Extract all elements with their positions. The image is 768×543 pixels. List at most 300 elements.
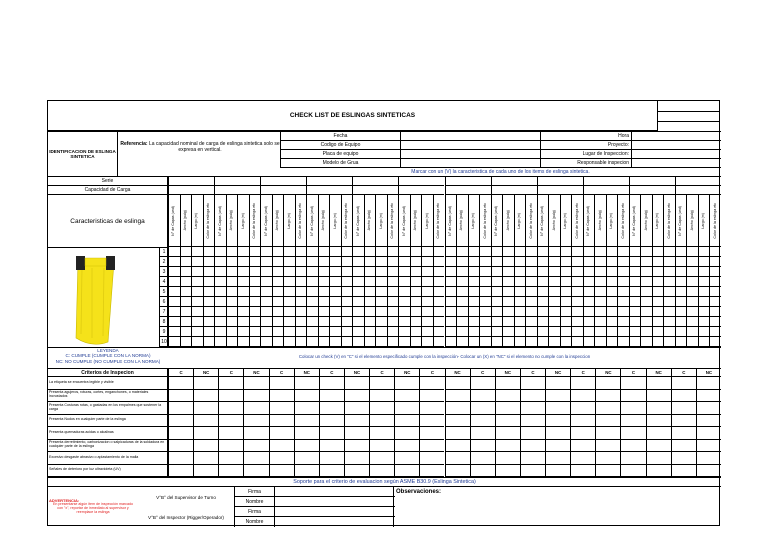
criterio-cell[interactable] — [344, 440, 369, 453]
grid-cell[interactable] — [433, 277, 445, 287]
grid-cell[interactable] — [433, 267, 445, 277]
grid-cell[interactable] — [583, 277, 595, 287]
grid-cell[interactable] — [606, 337, 618, 347]
criterio-cell[interactable] — [595, 465, 620, 478]
grid-cell[interactable] — [686, 337, 698, 347]
grid-cell[interactable] — [375, 277, 387, 287]
grid-cell[interactable] — [468, 337, 480, 347]
grid-cell[interactable] — [226, 297, 238, 307]
grid-cell[interactable] — [168, 267, 180, 277]
criterio-cell[interactable] — [520, 390, 545, 403]
grid-cell[interactable] — [571, 247, 583, 257]
grid-cell[interactable] — [168, 277, 180, 287]
grid-cell[interactable] — [709, 317, 721, 327]
grid-cell[interactable] — [318, 287, 330, 297]
grid-cell[interactable] — [456, 297, 468, 307]
grid-cell[interactable] — [295, 247, 307, 257]
grid-cell[interactable] — [686, 307, 698, 317]
grid-cell[interactable] — [663, 277, 675, 287]
grid-cell[interactable] — [180, 257, 192, 267]
grid-cell[interactable] — [468, 277, 480, 287]
grid-cell[interactable] — [491, 337, 503, 347]
criterio-cell[interactable] — [168, 465, 193, 478]
criterio-cell[interactable] — [470, 427, 495, 440]
grid-cell[interactable] — [537, 327, 549, 337]
grid-cell[interactable] — [514, 297, 526, 307]
grid-cell[interactable] — [617, 277, 629, 287]
grid-cell[interactable] — [606, 307, 618, 317]
grid-cell[interactable] — [617, 317, 629, 327]
grid-cell[interactable] — [306, 327, 318, 337]
grid-cell[interactable] — [433, 287, 445, 297]
criterio-cell[interactable] — [369, 390, 394, 403]
grid-cell[interactable] — [410, 247, 422, 257]
grid-cell[interactable] — [640, 247, 652, 257]
grid-cell[interactable] — [295, 267, 307, 277]
grid-cell[interactable] — [571, 267, 583, 277]
grid-cell[interactable] — [329, 317, 341, 327]
grid-cell[interactable] — [329, 257, 341, 267]
grid-cell[interactable] — [249, 257, 261, 267]
grid-cell[interactable] — [410, 267, 422, 277]
grid-cell[interactable] — [341, 297, 353, 307]
grid-cell[interactable] — [709, 257, 721, 267]
criterio-cell[interactable] — [570, 377, 595, 390]
criterio-cell[interactable] — [445, 390, 470, 403]
grid-cell[interactable] — [560, 267, 572, 277]
criterio-cell[interactable] — [595, 427, 620, 440]
criterio-cell[interactable] — [570, 452, 595, 465]
criterio-cell[interactable] — [344, 377, 369, 390]
criterio-cell[interactable] — [545, 440, 570, 453]
grid-cell[interactable] — [226, 247, 238, 257]
grid-cell[interactable] — [260, 297, 272, 307]
grid-cell[interactable] — [203, 247, 215, 257]
grid-cell[interactable] — [479, 297, 491, 307]
grid-cell[interactable] — [537, 247, 549, 257]
grid-cell[interactable] — [249, 267, 261, 277]
grid-cell[interactable] — [352, 267, 364, 277]
grid-cell[interactable] — [249, 327, 261, 337]
grid-cell[interactable] — [226, 267, 238, 277]
criterio-cell[interactable] — [671, 452, 696, 465]
grid-cell[interactable] — [318, 327, 330, 337]
criterio-cell[interactable] — [595, 452, 620, 465]
grid-cell[interactable] — [479, 247, 491, 257]
grid-cell[interactable] — [560, 317, 572, 327]
info-field-2[interactable] — [400, 150, 540, 159]
grid-cell[interactable] — [318, 267, 330, 277]
grid-cell[interactable] — [514, 277, 526, 287]
criterio-cell[interactable] — [470, 377, 495, 390]
grid-cell[interactable] — [479, 317, 491, 327]
criterio-cell[interactable] — [394, 465, 419, 478]
grid-cell[interactable] — [272, 257, 284, 267]
grid-cell[interactable] — [686, 257, 698, 267]
grid-cell[interactable] — [456, 307, 468, 317]
grid-cell[interactable] — [375, 287, 387, 297]
grid-cell[interactable] — [698, 267, 710, 277]
grid-cell[interactable] — [329, 287, 341, 297]
criterio-cell[interactable] — [470, 465, 495, 478]
grid-cell[interactable] — [387, 317, 399, 327]
grid-cell[interactable] — [352, 277, 364, 287]
grid-cell[interactable] — [617, 337, 629, 347]
grid-cell[interactable] — [629, 277, 641, 287]
grid-cell[interactable] — [686, 267, 698, 277]
grid-cell[interactable] — [640, 307, 652, 317]
grid-cell[interactable] — [260, 247, 272, 257]
criterio-cell[interactable] — [445, 427, 470, 440]
grid-cell[interactable] — [606, 297, 618, 307]
grid-cell[interactable] — [445, 327, 457, 337]
criterio-cell[interactable] — [445, 402, 470, 415]
grid-cell[interactable] — [479, 287, 491, 297]
grid-cell[interactable] — [329, 337, 341, 347]
criterio-cell[interactable] — [269, 415, 294, 428]
grid-cell[interactable] — [571, 337, 583, 347]
nombre-field-1[interactable] — [275, 497, 395, 507]
grid-cell[interactable] — [468, 307, 480, 317]
info-right-field-0[interactable] — [631, 132, 721, 141]
criterio-cell[interactable] — [394, 402, 419, 415]
grid-cell[interactable] — [514, 287, 526, 297]
grid-cell[interactable] — [341, 267, 353, 277]
grid-cell[interactable] — [652, 277, 664, 287]
criterio-cell[interactable] — [419, 427, 444, 440]
grid-cell[interactable] — [675, 267, 687, 277]
grid-cell[interactable] — [445, 317, 457, 327]
grid-cell[interactable] — [491, 267, 503, 277]
grid-cell[interactable] — [191, 307, 203, 317]
criterio-cell[interactable] — [671, 440, 696, 453]
grid-cell[interactable] — [491, 317, 503, 327]
grid-cell[interactable] — [445, 247, 457, 257]
criterio-cell[interactable] — [570, 390, 595, 403]
grid-cell[interactable] — [237, 277, 249, 287]
criterio-cell[interactable] — [218, 402, 243, 415]
grid-cell[interactable] — [306, 297, 318, 307]
grid-cell[interactable] — [583, 267, 595, 277]
criterio-cell[interactable] — [445, 452, 470, 465]
grid-cell[interactable] — [398, 267, 410, 277]
grid-cell[interactable] — [629, 257, 641, 267]
capacidad-field[interactable] — [629, 186, 675, 195]
grid-cell[interactable] — [652, 287, 664, 297]
grid-cell[interactable] — [168, 327, 180, 337]
criterio-cell[interactable] — [168, 402, 193, 415]
grid-cell[interactable] — [226, 317, 238, 327]
criterio-cell[interactable] — [419, 402, 444, 415]
criterio-cell[interactable] — [319, 427, 344, 440]
grid-cell[interactable] — [640, 337, 652, 347]
grid-cell[interactable] — [387, 247, 399, 257]
grid-cell[interactable] — [341, 327, 353, 337]
criterio-cell[interactable] — [369, 377, 394, 390]
grid-cell[interactable] — [456, 257, 468, 267]
grid-cell[interactable] — [617, 257, 629, 267]
grid-cell[interactable] — [468, 247, 480, 257]
grid-cell[interactable] — [583, 247, 595, 257]
criterio-cell[interactable] — [646, 427, 671, 440]
grid-cell[interactable] — [364, 327, 376, 337]
grid-cell[interactable] — [686, 327, 698, 337]
criterio-cell[interactable] — [193, 465, 218, 478]
info-right-field-3[interactable] — [631, 159, 721, 168]
grid-cell[interactable] — [629, 247, 641, 257]
grid-cell[interactable] — [433, 307, 445, 317]
grid-cell[interactable] — [352, 307, 364, 317]
grid-cell[interactable] — [548, 327, 560, 337]
criterio-cell[interactable] — [218, 390, 243, 403]
grid-cell[interactable] — [479, 257, 491, 267]
grid-cell[interactable] — [387, 267, 399, 277]
criterio-cell[interactable] — [294, 452, 319, 465]
criterio-cell[interactable] — [218, 427, 243, 440]
grid-cell[interactable] — [491, 247, 503, 257]
criterio-cell[interactable] — [294, 427, 319, 440]
grid-cell[interactable] — [709, 337, 721, 347]
grid-cell[interactable] — [675, 297, 687, 307]
capacidad-field[interactable] — [491, 186, 537, 195]
grid-cell[interactable] — [548, 247, 560, 257]
grid-cell[interactable] — [214, 277, 226, 287]
grid-cell[interactable] — [203, 257, 215, 267]
criterio-cell[interactable] — [595, 390, 620, 403]
criterio-cell[interactable] — [419, 440, 444, 453]
grid-cell[interactable] — [387, 287, 399, 297]
info-right-field-2[interactable] — [631, 150, 721, 159]
grid-cell[interactable] — [491, 297, 503, 307]
criterio-cell[interactable] — [620, 390, 645, 403]
grid-cell[interactable] — [617, 297, 629, 307]
grid-cell[interactable] — [237, 257, 249, 267]
grid-cell[interactable] — [410, 317, 422, 327]
grid-cell[interactable] — [352, 257, 364, 267]
criterio-cell[interactable] — [319, 440, 344, 453]
criterio-cell[interactable] — [243, 390, 268, 403]
grid-cell[interactable] — [652, 247, 664, 257]
grid-cell[interactable] — [260, 327, 272, 337]
grid-cell[interactable] — [709, 267, 721, 277]
grid-cell[interactable] — [514, 317, 526, 327]
grid-cell[interactable] — [537, 337, 549, 347]
criterio-cell[interactable] — [570, 402, 595, 415]
grid-cell[interactable] — [421, 307, 433, 317]
grid-cell[interactable] — [560, 257, 572, 267]
grid-cell[interactable] — [571, 317, 583, 327]
criterio-cell[interactable] — [545, 402, 570, 415]
grid-cell[interactable] — [260, 287, 272, 297]
criterio-cell[interactable] — [696, 465, 721, 478]
grid-cell[interactable] — [433, 317, 445, 327]
grid-cell[interactable] — [456, 247, 468, 257]
grid-cell[interactable] — [617, 287, 629, 297]
criterio-cell[interactable] — [545, 377, 570, 390]
grid-cell[interactable] — [191, 247, 203, 257]
capacidad-field[interactable] — [583, 186, 629, 195]
criterio-cell[interactable] — [319, 390, 344, 403]
criterio-cell[interactable] — [394, 440, 419, 453]
grid-cell[interactable] — [468, 317, 480, 327]
grid-cell[interactable] — [583, 307, 595, 317]
grid-cell[interactable] — [629, 297, 641, 307]
criterio-cell[interactable] — [369, 402, 394, 415]
grid-cell[interactable] — [629, 337, 641, 347]
serie-field[interactable] — [352, 177, 398, 186]
grid-cell[interactable] — [249, 247, 261, 257]
grid-cell[interactable] — [226, 277, 238, 287]
grid-cell[interactable] — [306, 287, 318, 297]
grid-cell[interactable] — [629, 327, 641, 337]
grid-cell[interactable] — [594, 317, 606, 327]
firma-field-2[interactable] — [275, 507, 395, 517]
criterio-cell[interactable] — [344, 415, 369, 428]
grid-cell[interactable] — [375, 337, 387, 347]
criterio-cell[interactable] — [419, 390, 444, 403]
grid-cell[interactable] — [352, 297, 364, 307]
criterio-cell[interactable] — [269, 427, 294, 440]
grid-cell[interactable] — [364, 307, 376, 317]
grid-cell[interactable] — [675, 327, 687, 337]
grid-cell[interactable] — [306, 257, 318, 267]
criterio-cell[interactable] — [319, 402, 344, 415]
grid-cell[interactable] — [180, 297, 192, 307]
grid-cell[interactable] — [468, 297, 480, 307]
criterio-cell[interactable] — [620, 452, 645, 465]
criterio-cell[interactable] — [520, 452, 545, 465]
criterio-cell[interactable] — [419, 465, 444, 478]
criterio-cell[interactable] — [470, 390, 495, 403]
criterio-cell[interactable] — [646, 415, 671, 428]
grid-cell[interactable] — [514, 267, 526, 277]
grid-cell[interactable] — [226, 327, 238, 337]
criterio-cell[interactable] — [671, 465, 696, 478]
grid-cell[interactable] — [191, 277, 203, 287]
criterio-cell[interactable] — [696, 440, 721, 453]
criterio-cell[interactable] — [445, 440, 470, 453]
criterio-cell[interactable] — [269, 440, 294, 453]
grid-cell[interactable] — [237, 297, 249, 307]
capacidad-field[interactable] — [214, 186, 260, 195]
criterio-cell[interactable] — [243, 465, 268, 478]
grid-cell[interactable] — [583, 327, 595, 337]
grid-cell[interactable] — [364, 257, 376, 267]
grid-cell[interactable] — [583, 257, 595, 267]
criterio-cell[interactable] — [269, 390, 294, 403]
criterio-cell[interactable] — [495, 415, 520, 428]
grid-cell[interactable] — [214, 307, 226, 317]
criterio-cell[interactable] — [696, 402, 721, 415]
grid-cell[interactable] — [606, 267, 618, 277]
criterio-cell[interactable] — [570, 415, 595, 428]
grid-cell[interactable] — [640, 277, 652, 287]
grid-cell[interactable] — [283, 277, 295, 287]
grid-cell[interactable] — [283, 307, 295, 317]
grid-cell[interactable] — [433, 297, 445, 307]
grid-cell[interactable] — [709, 247, 721, 257]
grid-cell[interactable] — [364, 247, 376, 257]
grid-cell[interactable] — [583, 287, 595, 297]
grid-cell[interactable] — [180, 307, 192, 317]
criterio-cell[interactable] — [193, 427, 218, 440]
grid-cell[interactable] — [283, 267, 295, 277]
criterio-cell[interactable] — [168, 452, 193, 465]
grid-cell[interactable] — [421, 247, 433, 257]
criterio-cell[interactable] — [269, 377, 294, 390]
grid-cell[interactable] — [629, 287, 641, 297]
criterio-cell[interactable] — [470, 415, 495, 428]
grid-cell[interactable] — [364, 287, 376, 297]
grid-cell[interactable] — [594, 297, 606, 307]
criterio-cell[interactable] — [419, 415, 444, 428]
grid-cell[interactable] — [640, 257, 652, 267]
grid-cell[interactable] — [306, 337, 318, 347]
grid-cell[interactable] — [583, 317, 595, 327]
grid-cell[interactable] — [479, 327, 491, 337]
grid-cell[interactable] — [387, 257, 399, 267]
grid-cell[interactable] — [652, 307, 664, 317]
grid-cell[interactable] — [525, 287, 537, 297]
grid-cell[interactable] — [698, 337, 710, 347]
observaciones-field[interactable] — [394, 497, 721, 527]
grid-cell[interactable] — [260, 267, 272, 277]
grid-cell[interactable] — [445, 337, 457, 347]
grid-cell[interactable] — [514, 307, 526, 317]
grid-cell[interactable] — [594, 277, 606, 287]
grid-cell[interactable] — [525, 337, 537, 347]
grid-cell[interactable] — [168, 257, 180, 267]
grid-cell[interactable] — [249, 307, 261, 317]
grid-cell[interactable] — [410, 287, 422, 297]
grid-cell[interactable] — [709, 307, 721, 317]
grid-cell[interactable] — [237, 337, 249, 347]
grid-cell[interactable] — [295, 297, 307, 307]
criterio-cell[interactable] — [671, 427, 696, 440]
grid-cell[interactable] — [329, 327, 341, 337]
grid-cell[interactable] — [606, 277, 618, 287]
grid-cell[interactable] — [180, 337, 192, 347]
criterio-cell[interactable] — [319, 452, 344, 465]
grid-cell[interactable] — [306, 277, 318, 287]
grid-cell[interactable] — [387, 277, 399, 287]
grid-cell[interactable] — [295, 287, 307, 297]
grid-cell[interactable] — [537, 307, 549, 317]
grid-cell[interactable] — [283, 257, 295, 267]
grid-cell[interactable] — [214, 297, 226, 307]
grid-cell[interactable] — [421, 287, 433, 297]
criterio-cell[interactable] — [445, 465, 470, 478]
criterio-cell[interactable] — [168, 390, 193, 403]
serie-field[interactable] — [537, 177, 583, 186]
grid-cell[interactable] — [606, 287, 618, 297]
criterio-cell[interactable] — [344, 402, 369, 415]
grid-cell[interactable] — [502, 257, 514, 267]
grid-cell[interactable] — [180, 317, 192, 327]
grid-cell[interactable] — [594, 327, 606, 337]
criterio-cell[interactable] — [218, 440, 243, 453]
grid-cell[interactable] — [686, 287, 698, 297]
grid-cell[interactable] — [698, 257, 710, 267]
grid-cell[interactable] — [203, 307, 215, 317]
criterio-cell[interactable] — [545, 427, 570, 440]
grid-cell[interactable] — [502, 327, 514, 337]
grid-cell[interactable] — [387, 297, 399, 307]
grid-cell[interactable] — [468, 267, 480, 277]
grid-cell[interactable] — [283, 297, 295, 307]
grid-cell[interactable] — [237, 307, 249, 317]
criterio-cell[interactable] — [294, 415, 319, 428]
